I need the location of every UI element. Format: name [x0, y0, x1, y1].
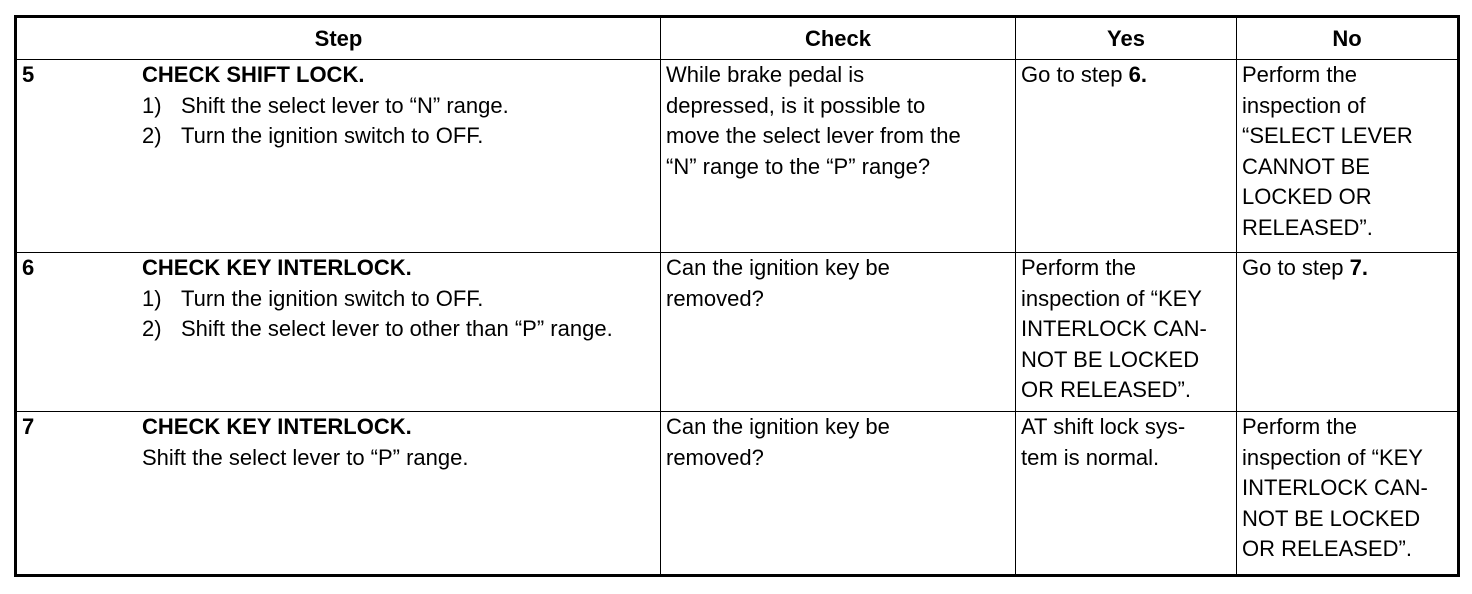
no-prefix: Go to step: [1242, 255, 1350, 280]
substep: [142, 314, 660, 345]
substep-text: Shift the select lever to other than “P” range.: [181, 316, 613, 341]
step-cell: [16, 253, 661, 412]
step-cell: [16, 412, 661, 576]
check-cell: Can the ignition key be removed?: [661, 412, 1016, 576]
step-cell: [16, 60, 661, 253]
substep-text: Turn the ignition switch to OFF.: [181, 285, 484, 311]
yes-suffix: .: [1140, 62, 1147, 87]
header-row: [16, 17, 1459, 60]
check-cell: Can the ignition key be removed?: [661, 253, 1016, 412]
no-cell: [1237, 253, 1459, 412]
yes-prefix: Go to step: [1021, 62, 1129, 87]
step-title: CHECK KEY INTERLOCK.: [142, 414, 412, 439]
yes-cell: Perform the inspection of “KEY INTERLOCK CAN- NOT BE LOCKED OR RELEASED”.: [1016, 253, 1237, 412]
step-number: 7: [22, 414, 35, 439]
substep: [142, 121, 660, 152]
substep-number: 1): [142, 285, 162, 311]
step-text: Shift the select lever to “P” range.: [142, 444, 469, 470]
no-cell: Perform the inspection of “KEY INTERLOCK CAN- NOT BE LOCKED OR RELEASED”.: [1237, 412, 1459, 576]
substep: [142, 284, 660, 315]
substep-number: 2): [142, 123, 162, 148]
yes-step-ref: 6: [1128, 62, 1141, 87]
substep-text: Shift the select lever to “N” range.: [181, 92, 509, 118]
header-no: No: [1237, 17, 1459, 60]
step-number: 6: [22, 255, 35, 280]
step-title: CHECK SHIFT LOCK.: [142, 62, 365, 87]
substep: [142, 91, 660, 122]
check-cell: While brake pedal is depressed, is it possible to move the select lever from the “N” range to the “P” range?: [661, 60, 1016, 253]
diagnosis-table: [14, 15, 1460, 577]
no-cell: Perform the inspection of “SELECT LEVER CANNOT BE LOCKED OR RELEASED”.: [1237, 60, 1459, 253]
step-number: 5: [22, 62, 35, 87]
no-step-ref: 7: [1349, 255, 1362, 280]
table-row: [16, 253, 1459, 412]
substep-number: 1): [142, 92, 162, 118]
header-yes: Yes: [1016, 17, 1237, 60]
yes-cell: [1016, 60, 1237, 253]
table-row: [16, 412, 1459, 576]
substep-number: 2): [142, 316, 162, 341]
step-title: CHECK KEY INTERLOCK.: [142, 255, 412, 280]
substep-text: Turn the ignition switch to OFF.: [181, 123, 484, 148]
table-row: [16, 60, 1459, 253]
header-step: Step: [16, 17, 661, 60]
yes-cell: AT shift lock sys- tem is normal.: [1016, 412, 1237, 576]
header-check: Check: [661, 17, 1016, 60]
no-suffix: .: [1361, 255, 1368, 280]
